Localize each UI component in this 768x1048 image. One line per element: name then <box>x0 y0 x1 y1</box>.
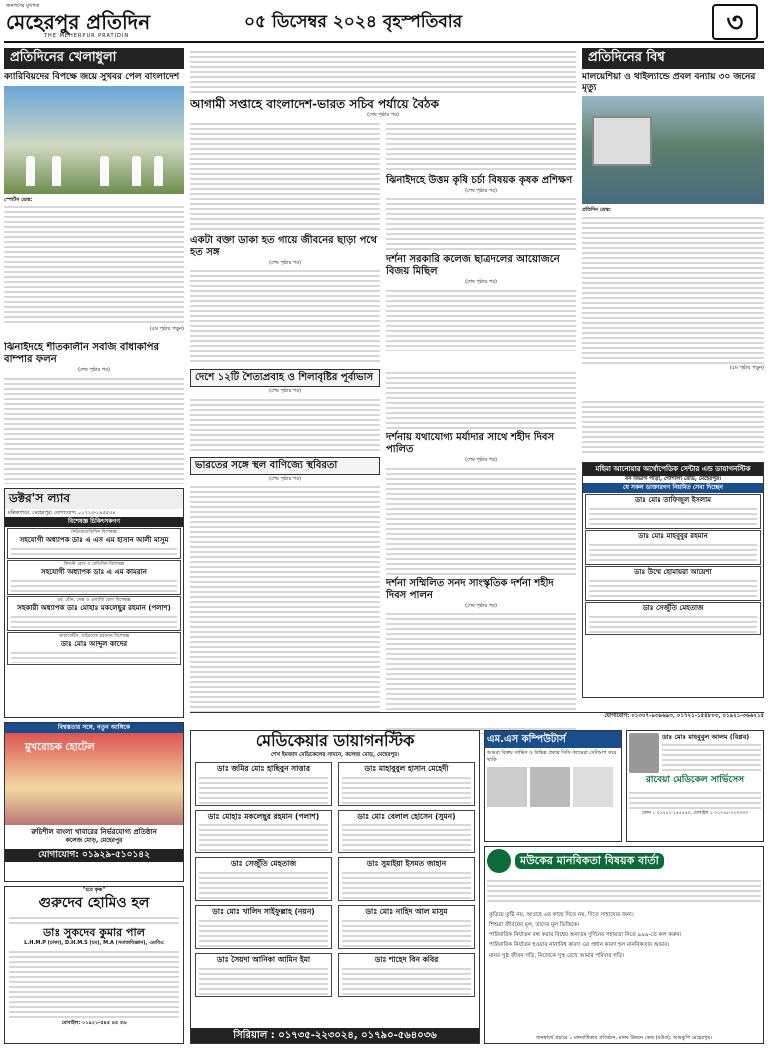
left-news-body <box>4 375 184 485</box>
cricket-photo <box>4 86 184 194</box>
diagnostic-doctor <box>338 905 475 949</box>
diagnostic-doctor <box>195 905 332 949</box>
doctor-name: ডাঃ মোঃ তাফিজুল ইসলাম <box>635 496 711 505</box>
diagnostic-doctor <box>338 762 475 806</box>
left-news-headline-1: ঝিনাইদহে শীতকালীন সবজি বাঁধাকপির বাম্পার ফলন <box>4 342 160 365</box>
diagnostic-title: মেডিকেয়ার ডায়াগনস্টিক <box>255 731 415 750</box>
doctor-name: সহযোগী অধ্যাপক ডাঃ এ এস এম হাসান আলী মাসুম <box>19 535 169 544</box>
masthead-tagline: জনগণের মুখপত্র <box>6 3 40 9</box>
moukor-logo <box>487 849 511 873</box>
doctor-name: ডাঃ শাহেদ বিন কবির <box>374 954 439 964</box>
sports-body-text <box>4 203 184 325</box>
sports-continued: (৫ম পৃষ্ঠায় পড়ুন) <box>149 326 184 333</box>
doctor-name: ডাঃ মোঃ খালিদ সাইফুল্লাহ (নয়ন) <box>212 907 315 917</box>
left-news: ঝিনাইদহে শীতকালীন সবজি বাঁধাকপির বাম্পার ফলন (শেষ পৃষ্ঠার পর) <box>4 342 184 484</box>
doctor-name: ডাঃ মোঃ মাহবুবুর রহমান <box>638 532 708 541</box>
diagnostic-doctor <box>338 810 475 854</box>
page-number: ৩ <box>712 4 758 40</box>
diagnostic-doctor <box>195 953 332 997</box>
food-ad-phone: যোগাযোগ: ০১৯২৯-৫১০১৪২ <box>5 849 183 863</box>
doctors-lab-name: ডক্টর'স ল্যাব <box>5 489 183 509</box>
doctor-photo <box>629 733 659 773</box>
newspaper-logo-subtitle: THE MEHERPUR PRATIDIN <box>44 33 130 39</box>
doctor-name: ডাঃ সেজুঁতি মেহতাজ <box>642 604 704 613</box>
news-headline: দর্শনা সম্মিলিত সনদ সাংস্কৃতিক দর্শনা শহীদ দিবস পালন <box>386 577 554 601</box>
newspaper-logo: মেহেরপুর প্রতিদিন <box>6 10 151 34</box>
flood-photo <box>582 96 764 204</box>
orthopedic-center-ad: মহিমা আনোয়ার অর্থোপেডিক সেন্টার এন্ড ডায়াগনস্টিক বন বিভাগ পাড়া, গোশালা রোড, মেহেরপুর। যে সকল ডাক্তারগণ নিয়মিত সেবা দিচ্ছেন ডাঃ মোঃ তাফিজুল ইসলাম ডাঃ মোঃ মাহবুবুর রহমান ডাঃ উম্মে হোমায়রা আয়েশা ডাঃ সেজুঁতি মেহতাজ <box>582 462 764 698</box>
moukor-item: পারিবারিক নির্যাতন হওয়ার নানাবিধ কারণ এর প্রধান কারণ হল মানবিকতার অভাব। <box>489 942 670 949</box>
doctor-name: ডাঃ মোঃ আব্দুল কাদের <box>60 639 128 648</box>
homeo-doctor: ডাঃ সুকদেব কুমার পাল <box>43 925 145 939</box>
sports-banner: প্রতিদিনের খেলাধুলা <box>4 48 184 69</box>
masthead <box>4 3 764 43</box>
center-news: আগামী সপ্তাহে বাংলাদেশ-ভারত সচিব পর্যায়ে বৈঠক (শেষ পৃষ্ঠার পর) একটা বক্তা ডাকা হত গায়ে জীবনের ছাড়া পথে হত সঙ্গ (শেষ পৃষ্ঠার পর) ঝিনাইদহে উত্তম কৃষি চর্চা বিষয়ক কৃষক প্রশিক্ষণ (শেষ পৃষ্ঠার পর) দর্শনা সরকারি কলেজ ছাত্রদলের আয়োজনে বিজয় মিছিল (শেষ পৃষ্ঠার পর) দেশে ১২টি শৈত্যপ্রবাহ ও শিলাবৃষ্টির পূর্বাভাস (শেষ পৃষ্ঠার পর) ভারতের সঙ্গে স্থল বাণিজ্যে স্থবিরতা (শেষ পৃষ্ঠার পর) দর্শনায় যথাযোগ্য মর্যাদার সাথে শহীদ দিবস পালিত (শেষ পৃষ্ঠার পর) দর্শনা সম্মিলিত সনদ সাংস্কৃতিক দর্শনা শহীদ দিবস পালন (শেষ পৃষ্ঠার পর) <box>190 48 576 768</box>
diagnostic-doctor <box>195 857 332 901</box>
doctor-name: ডাঃ মাহাবুবুল হাসান মেহেদী <box>364 763 449 773</box>
doctor-name: ডাঃ সৈয়দা আনিকা আমিন ইমা <box>216 954 311 964</box>
news-headline: একটা বক্তা ডাকা হত গায়ে জীবনের ছাড়া পথে হত সঙ্গ <box>190 234 377 258</box>
orthopedic-contact: যোগাযোগ: ০১৩০৭-৯৩৯৬৯৩, ০১৭২১-১৫৪৮০৩, ০১৯২১-৩৬৬২১৫ <box>604 713 764 719</box>
doctor-name: ডাঃ মোঃ নাহিদ আল মাসুম <box>365 907 448 917</box>
doctor-name: ডাঃ জমির মোঃ হাছিবুন সাত্তার <box>217 763 310 773</box>
news-headline: ঝিনাইদহে উত্তম কৃষি চর্চা বিষয়ক কৃষক প্রশিক্ষণ <box>386 174 573 186</box>
computers-name: এম.এস কম্পিউটার্স <box>485 731 621 748</box>
sports-headline: ক্যারিবিয়দের বিপক্ষে জয়ে সুখবর পেল বাংলাদেশ <box>4 71 180 82</box>
doctors-lab-ad: ডক্টর'স ল্যাব মল্লিকপাড়া, মেহেরপুর। যোগাযোগ: ০১৭১৩-১৯৫৫৩৪ বিশেষজ্ঞ চিকিৎসকগণ নিউরোমেডিসিন বিশেষজ্ঞ সহযোগী অধ্যাপক ডাঃ এ এস এম হাসান আলী মাসুম কিডনী রোগ ও মেডিসিন বিশেষজ্ঞ সহযোগী অধ্যাপক ডাঃ এ এম কামরান চর্ম, যৌন, সেক্স ও এলার্জি রোগ বিশেষজ্ঞ সহকারী অধ্যাপক ডাঃ মোহাঃ মকলেছুর রহমান (পলাশ) ডায়াবেটিস, থাইরয়েড হরমোন বিশেষজ্ঞ ডাঃ মোঃ আব্দুল কাদের <box>4 488 184 718</box>
world-continued: (৫ম পৃষ্ঠায় পড়ুন) <box>729 364 764 371</box>
doctor-name: ডাঃ সেজুঁতি মেহতাজ <box>230 859 297 869</box>
food-ad: বিশ্বস্ততার সঙ্গে, নতুন আঙ্গিকে মুখরোচক হোটেল রুচিশীল বাংলা খাবারের নির্ভরযোগ্য প্রতিষ্ঠান কলেজ মোড়, মেহেরপুর যোগাযোগ: ০১৯২৯-৫১০১৪২ <box>4 722 184 882</box>
issue-date: ০৫ ডিসেম্বর ২০২৪ বৃহস্পতিবার <box>244 12 463 32</box>
world-body-text <box>582 214 764 364</box>
world-headline: মালয়েশিয়া ও থাইল্যান্ডে প্রবল বন্যায় ৩০ জনের মৃত্যু <box>582 71 756 93</box>
sports-source: স্পোর্টস ডেস্ক: <box>4 196 33 203</box>
world-banner: প্রতিদিনের বিশ্ব <box>582 48 764 69</box>
diagnostic-serial: সিরিয়াল : ০১৭৩৫-২২৩০২৪, ০১৭৯০-৫৬৪০৩৬ <box>191 1028 479 1043</box>
doctor-name: ডাঃ মোঃ বেলাল হোসেন (সুমন) <box>357 811 456 821</box>
world-section <box>582 48 764 396</box>
news-headline: ভারতের সঙ্গে স্থল বাণিজ্যে স্থবিরতা <box>190 457 380 475</box>
homeo-name: গুরুদেব হোমিও হল <box>38 894 150 911</box>
world-source: প্রতিদিন ডেস্ক: <box>582 207 612 214</box>
orthopedic-center-title: মহিমা আনোয়ার অর্থোপেডিক সেন্টার এন্ড ডায়াগনস্টিক <box>583 463 763 476</box>
moukor-item: মানব সুষ্ঠ জীবন গড়ি, নিজেকে সুস্থ রেখে আমার পরিবার গড়ি। <box>489 952 625 959</box>
doctor-name: ডাঃ মোহাঃ মকলেছুর রহমান (পলাশ) <box>207 811 320 821</box>
moukor-item: শিশুরা জীবনের মূল, তাদের মূল ভিত্তিকে। <box>489 922 580 929</box>
doctor-name: ডাঃ উম্মে হোমায়রা আয়েশা <box>634 568 712 577</box>
computers-ad: এম.এস কম্পিউটার্স আমরা বিক্রয় সার্ভিস ও বিভিন্ন প্রকার সিসি ক্যামেরা সেটআপ করে থাকি <box>484 730 622 842</box>
diagnostic-ad: মেডিকেয়ার ডায়াগনস্টিক শেখ ইমজাদ মেডিকেলের সামনে, কলেজ মোড়, মেহেরপুর। ডাঃ জমির মোঃ হাছিবুন সাত্তার ডাঃ মাহাবুবুল হাসান মেহেদী ডাঃ মোহাঃ মকলেছুর রহমান (পলাশ) ডাঃ মোঃ বেলাল হোসেন (সুমন) ডাঃ সেজুঁতি মেহতাজ ডাঃ সুমাইয়া ইসমত জাহান ডাঃ মোঃ খালিদ সাইফুল্লাহ (নয়ন) ডাঃ মোঃ নাহিদ আল মাসুম ডাঃ সৈয়দা আনিকা আমিন ইমা ডাঃ শাহেদ বিন কবির সিরিয়াল : ০১৭৩৫-২২৩০২৪, ০১৭৯০-৫৬৪০৩৬ <box>190 730 480 1044</box>
medical-services-ad: ডাঃ মোঃ মাহবুবুল আলম (বিপ্লব) রাবেয়া মেডিকেল সার্ভিসেস ফোন ১ ০১৭২১-১৪৫৫৫০, মোবাইল ১ ০১৭৪৫-৭২৩৩৩৩ <box>626 730 764 842</box>
diagnostic-doctor <box>195 810 332 854</box>
moukor-title: মউকের মানবিকতা বিষয়ক বার্তা <box>515 853 664 869</box>
news-headline: দেশে ১২টি শৈত্যপ্রবাহ ও শিলাবৃষ্টির পূর্বাভাস <box>190 369 380 387</box>
sports-section <box>4 48 184 338</box>
hotel-photo: মুখরোচক হোটেল <box>5 733 183 825</box>
doctor-name: সহযোগী অধ্যাপক ডাঃ এ এম কামরান <box>41 567 147 576</box>
diagnostic-doctor <box>195 762 332 806</box>
moukor-ad: মউকের মানবিকতা বিষয়ক বার্তা কুড়িয়ে তুষ্টি নয়, আগ্রহে এর কাছে দিতে নয়, দিতে সাহায্যের জন্য। শিশুরা জীবনের মূল, তাদের মূল ভিত্তিকে। পারিবারিক নির্যাতন বন্ধ করার বিশ্বের অন্যতম দুর্দিনের সহায়তা নিতে ৯৯৯-তে কল করুন। পারিবারিক নির্যাতন হওয়ার নানাবিধ কারণ এর প্রধান কারণ হল মানবিকতার অভাব। মানব সুষ্ঠ জীবন গড়ি, নিজেকে সুস্থ রেখে আমার পরিবার গড়ি। জনস্বার্থে প্রচারে ১ মানবাধিকার প্রতিষ্ঠান, মানব উন্নয়ন কেন্দ্র (মউক), আমঝুপি মেহেরপুর। <box>484 846 764 1044</box>
diagnostic-doctor <box>338 857 475 901</box>
news-headline: আগামী সপ্তাহে বাংলাদেশ-ভারত সচিব পর্যায়ে বৈঠক <box>190 97 439 111</box>
doctor-name: ডাঃ সুমাইয়া ইসমত জাহান <box>366 859 447 869</box>
diagnostic-doctor <box>338 953 475 997</box>
moukor-item: পারিবারিক নির্যাতন বন্ধ করার বিশ্বের অন্যতম দুর্দিনের সহায়তা নিতে ৯৯৯-তে কল করুন। <box>489 932 682 939</box>
homeo-ad: "হরে কৃষ্ণ" গুরুদেব হোমিও হল ডাঃ সুকদেব কুমার পাল L.H.M.P (ঢাকা), D.H.M.S (চম), M.A (সমাজবিজ্ঞান), এমবিএ মোবাইল: ০১৯২১-৫৪৫ ৪৫ ৫৬ <box>4 886 184 1044</box>
news-headline: দর্শনায় যথাযোগ্য মর্যাদার সাথে শহীদ দিবস পালিত <box>386 432 555 456</box>
moukor-item: কুড়িয়ে তুষ্টি নয়, আগ্রহে এর কাছে দিতে নয়, দিতে সাহায্যের জন্য। <box>489 912 634 918</box>
news-headline: দর্শনা সরকারি কলেজ ছাত্রদলের আয়োজনে বিজয় মিছিল <box>386 254 560 278</box>
doctor-name: সহকারী অধ্যাপক ডাঃ মোহাঃ মকলেছুর রহমান (পলাশ) <box>17 603 171 612</box>
